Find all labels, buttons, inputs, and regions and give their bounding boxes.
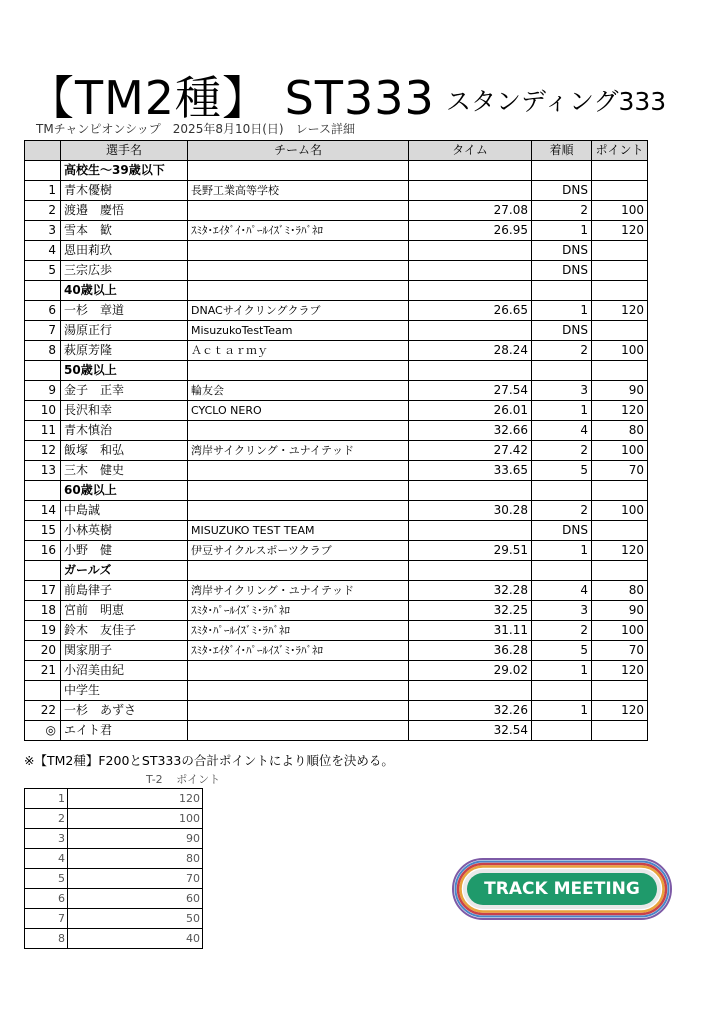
rider-time: 28.24 [409,341,532,361]
rider-points: 90 [592,381,648,401]
rider-number: 21 [25,661,61,681]
table-row [25,381,648,401]
rider-place: 4 [532,581,592,601]
rider-number: 2 [25,201,61,221]
rider-number: 7 [25,321,61,341]
category-label: 高校生～39歳以下 [61,161,188,181]
team-name: ｽﾐﾀ･ｴｲﾀﾞｲ･ﾊﾟｰﾙｲｽﾞﾐ･ﾗﾊﾞﾈﾛ [188,221,409,241]
rider-points: 100 [592,621,648,641]
table-row [25,501,648,521]
rider-time: 27.54 [409,381,532,401]
rider-name: 宮前 明恵 [61,601,188,621]
category-row [25,361,648,381]
rider-name: 関家朋子 [61,641,188,661]
table-row [25,661,648,681]
team-name: DNACサイクリングクラブ [188,301,409,321]
points-body [25,789,203,949]
table-row [25,621,648,641]
points-value: 80 [68,849,203,869]
team-name: MisuzukoTestTeam [188,321,409,341]
rider-time: 33.65 [409,461,532,481]
table-row [25,261,648,281]
rider-time [409,261,532,281]
points-value: 50 [68,909,203,929]
empty-cell [409,161,532,181]
header-team-name: チーム名 [188,141,409,161]
empty-cell [409,281,532,301]
points-rank: 4 [25,849,68,869]
points-rank: 7 [25,909,68,929]
category-row [25,161,648,181]
table-row [25,201,648,221]
rider-place: 2 [532,341,592,361]
rider-time: 26.65 [409,301,532,321]
rider-number: 20 [25,641,61,661]
rider-place [532,721,592,741]
category-label: 40歳以上 [61,281,188,301]
rider-number: 15 [25,521,61,541]
points-value: 60 [68,889,203,909]
rider-number: 12 [25,441,61,461]
rider-points: 90 [592,601,648,621]
table-row [25,601,648,621]
empty-cell [409,561,532,581]
rider-place: 1 [532,701,592,721]
rider-name: 一杉 あずさ [61,701,188,721]
header-rider-name: 選手名 [61,141,188,161]
rider-time: 30.28 [409,501,532,521]
rider-points: 120 [592,541,648,561]
points-row [25,789,203,809]
rider-number: ◎ [25,721,61,741]
rider-points: 120 [592,401,648,421]
rider-place: 1 [532,541,592,561]
rider-points [592,261,648,281]
track-meeting-logo [452,858,672,920]
team-name: 長野工業高等学校 [188,181,409,201]
points-row [25,849,203,869]
rider-time: 32.28 [409,581,532,601]
rider-time: 36.28 [409,641,532,661]
header-time: タイム [409,141,532,161]
points-rank: 8 [25,929,68,949]
rider-number: 10 [25,401,61,421]
points-rank: 6 [25,889,68,909]
rider-time [409,321,532,341]
table-row [25,441,648,461]
table-row [25,721,648,741]
rider-place: DNS [532,321,592,341]
rider-time [409,241,532,261]
points-value: 100 [68,809,203,829]
rider-number: 13 [25,461,61,481]
points-rank: 3 [25,829,68,849]
team-name: 輪友会 [188,381,409,401]
rider-points [592,181,648,201]
rider-time: 32.54 [409,721,532,741]
empty-cell [592,681,648,701]
rider-points: 70 [592,461,648,481]
empty-cell [409,681,532,701]
rider-place: DNS [532,241,592,261]
category-row [25,481,648,501]
empty-cell [532,281,592,301]
rider-points: 120 [592,661,648,681]
rider-number: 11 [25,421,61,441]
rider-number: 14 [25,501,61,521]
rider-points: 120 [592,221,648,241]
rider-points: 100 [592,501,648,521]
rider-points: 70 [592,641,648,661]
team-name [188,701,409,721]
rider-name: 前島律子 [61,581,188,601]
rider-number: 17 [25,581,61,601]
header-points: ポイント [592,141,648,161]
team-name [188,201,409,221]
table-row [25,461,648,481]
category-label: 50歳以上 [61,361,188,381]
rider-points [592,321,648,341]
category-number-cell [25,281,61,301]
rider-name: 金子 正幸 [61,381,188,401]
rider-time: 27.08 [409,201,532,221]
team-name: ｽﾐﾀ･ﾊﾟｰﾙｲｽﾞﾐ･ﾗﾊﾞﾈﾛ [188,621,409,641]
rider-number: 18 [25,601,61,621]
category-row [25,561,648,581]
rider-number: 8 [25,341,61,361]
points-row [25,809,203,829]
rider-number: 3 [25,221,61,241]
empty-cell [532,481,592,501]
team-name [188,261,409,281]
empty-cell [532,561,592,581]
rider-place: DNS [532,521,592,541]
category-row [25,281,648,301]
rider-name: 小林英樹 [61,521,188,541]
empty-cell [532,361,592,381]
team-name: 湾岸サイクリング・ユナイテッド [188,581,409,601]
category-label: 中学生 [61,681,188,701]
page-title: 【TM2種】 ST333 [28,71,435,125]
rider-name: 飯塚 和弘 [61,441,188,461]
empty-cell [532,161,592,181]
rider-time [409,181,532,201]
rider-name: 青木優樹 [61,181,188,201]
team-name: MISUZUKO TEST TEAM [188,521,409,541]
category-row [25,681,648,701]
rider-time [409,521,532,541]
rider-place: 3 [532,601,592,621]
rider-number: 19 [25,621,61,641]
category-number-cell [25,561,61,581]
table-row [25,401,648,421]
event-meta: TMチャンピオンシップ 2025年8月10日(日) レース詳細 [36,122,355,136]
table-row [25,701,648,721]
empty-cell [592,481,648,501]
table-row [25,641,648,661]
rider-place: 4 [532,421,592,441]
rider-time: 29.02 [409,661,532,681]
table-row [25,521,648,541]
empty-cell [592,361,648,381]
rider-name: 萩原芳隆 [61,341,188,361]
rider-place: DNS [532,261,592,281]
points-value: 90 [68,829,203,849]
rider-place: 1 [532,301,592,321]
results-header-row [25,141,648,161]
rider-place: 5 [532,461,592,481]
table-row [25,581,648,601]
footnote: ※【TM2種】F200とST333の合計ポイントにより順位を決める。 [24,753,394,768]
points-value: 120 [68,789,203,809]
rider-points [592,521,648,541]
rider-number: 1 [25,181,61,201]
rider-name: 青木慎治 [61,421,188,441]
team-name [188,721,409,741]
rider-place: 1 [532,661,592,681]
rider-place: 1 [532,221,592,241]
rider-name: 鈴木 友佳子 [61,621,188,641]
empty-cell [592,561,648,581]
rider-time: 32.25 [409,601,532,621]
header-number [25,141,61,161]
points-row [25,909,203,929]
points-row [25,929,203,949]
rider-time: 27.42 [409,441,532,461]
rider-points: 120 [592,301,648,321]
rider-points [592,241,648,261]
rider-place: 3 [532,381,592,401]
table-row [25,341,648,361]
points-header-label: T-2 [146,773,163,786]
team-name [188,661,409,681]
table-row [25,321,648,341]
rider-name: 中島誠 [61,501,188,521]
category-number-cell [25,161,61,181]
rider-name: 一杉 章道 [61,301,188,321]
rider-points: 80 [592,581,648,601]
team-name: Ａｃｔａｒｍｙ [188,341,409,361]
table-row [25,181,648,201]
rider-time: 29.51 [409,541,532,561]
points-value: 40 [68,929,203,949]
empty-cell [409,481,532,501]
points-value: 70 [68,869,203,889]
points-table [24,788,203,949]
category-label: ガールズ [61,561,188,581]
empty-cell [188,681,409,701]
rider-points: 100 [592,201,648,221]
table-row [25,421,648,441]
rider-place: 2 [532,201,592,221]
empty-cell [532,681,592,701]
points-row [25,829,203,849]
empty-cell [188,281,409,301]
rider-number: 5 [25,261,61,281]
rider-name: 湯原正行 [61,321,188,341]
team-name: CYCLO NERO [188,401,409,421]
rider-place: 2 [532,441,592,461]
team-name: ｽﾐﾀ･ﾊﾟｰﾙｲｽﾞﾐ･ﾗﾊﾞﾈﾛ [188,601,409,621]
points-header-value: ポイント [176,773,221,786]
title-row [28,62,708,125]
rider-number: 22 [25,701,61,721]
rider-number: 4 [25,241,61,261]
empty-cell [188,561,409,581]
table-row [25,301,648,321]
rider-name: エイト君 [61,721,188,741]
header-place: 着順 [532,141,592,161]
rider-points: 80 [592,421,648,441]
team-name [188,421,409,441]
rider-name: 小野 健 [61,541,188,561]
rider-time: 32.66 [409,421,532,441]
rider-number: 6 [25,301,61,321]
rider-name: 恩田莉玖 [61,241,188,261]
category-label: 60歳以上 [61,481,188,501]
category-number-cell [25,361,61,381]
empty-cell [592,281,648,301]
empty-cell [592,161,648,181]
team-name [188,461,409,481]
rider-number: 16 [25,541,61,561]
rider-number: 9 [25,381,61,401]
rider-points: 100 [592,441,648,461]
team-name [188,241,409,261]
team-name: 湾岸サイクリング・ユナイテッド [188,441,409,461]
team-name: 伊豆サイクルスポーツクラブ [188,541,409,561]
category-number-cell [25,681,61,701]
rider-time: 31.11 [409,621,532,641]
rider-place: 5 [532,641,592,661]
team-name: ｽﾐﾀ･ｴｲﾀﾞｲ･ﾊﾟｰﾙｲｽﾞﾐ･ﾗﾊﾞﾈﾛ [188,641,409,661]
results-body [25,161,648,741]
rider-place: DNS [532,181,592,201]
empty-cell [409,361,532,381]
table-row [25,221,648,241]
points-table-header [146,771,230,787]
rider-place: 2 [532,621,592,641]
team-name [188,501,409,521]
rider-time: 26.01 [409,401,532,421]
points-rank: 2 [25,809,68,829]
rider-name: 雪本 歓 [61,221,188,241]
table-row [25,541,648,561]
rider-points: 120 [592,701,648,721]
rider-name: 渡邉 慶悟 [61,201,188,221]
rider-points: 100 [592,341,648,361]
table-row [25,241,648,261]
rider-place: 2 [532,501,592,521]
page-subtitle: スタンディング333 [446,87,667,116]
rider-time: 26.95 [409,221,532,241]
points-row [25,869,203,889]
empty-cell [188,361,409,381]
results-table [24,140,648,741]
category-number-cell [25,481,61,501]
rider-place: 1 [532,401,592,421]
rider-name: 長沢和幸 [61,401,188,421]
rider-name: 三木 健史 [61,461,188,481]
logo-text: TRACK MEETING [484,879,640,899]
points-rank: 5 [25,869,68,889]
rider-points [592,721,648,741]
empty-cell [188,481,409,501]
rider-name: 小沼美由紀 [61,661,188,681]
rider-time: 32.26 [409,701,532,721]
points-rank: 1 [25,789,68,809]
points-row [25,889,203,909]
rider-name: 三宗広歩 [61,261,188,281]
empty-cell [188,161,409,181]
